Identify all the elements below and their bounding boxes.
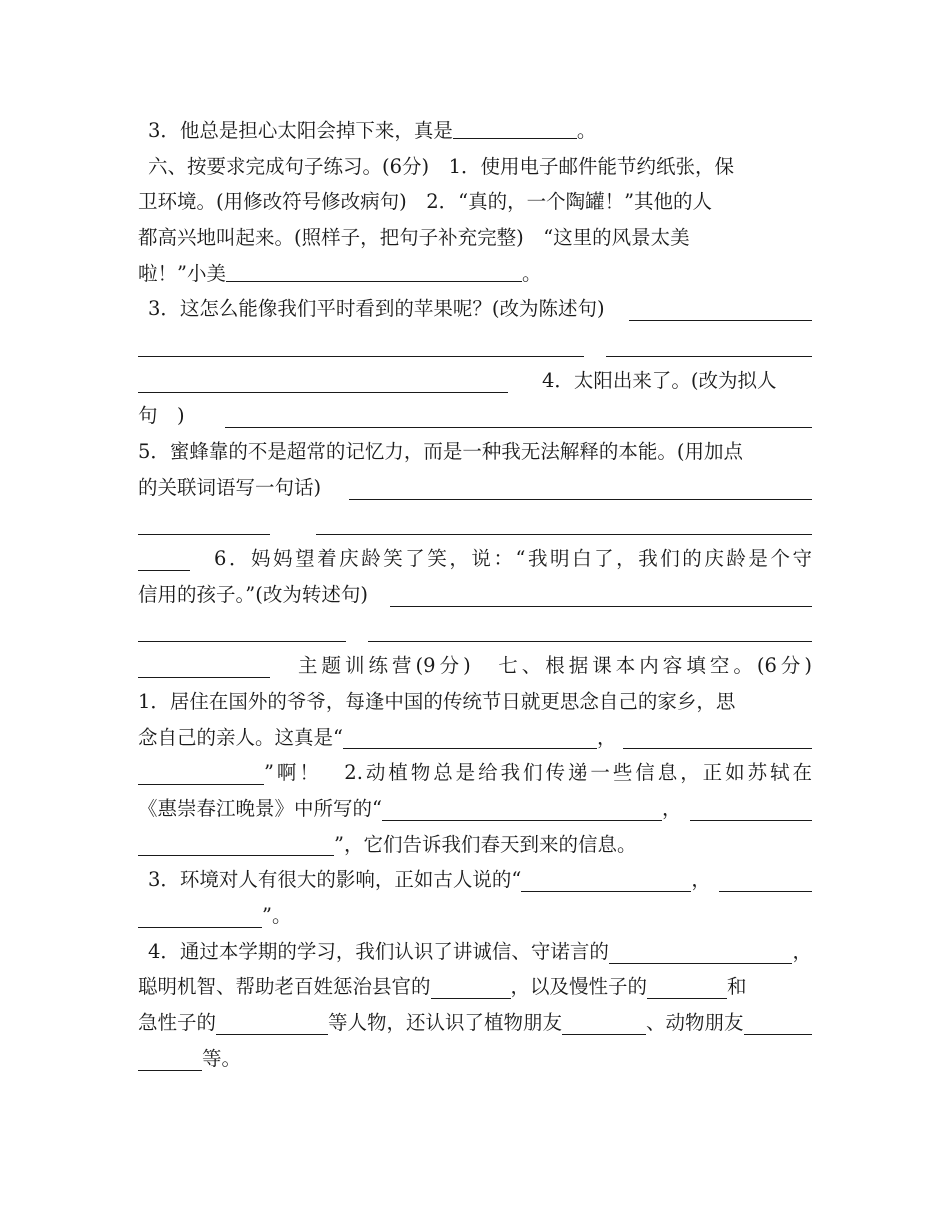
line-2: 六、按要求完成句子练习。(6分) 1．使用电子邮件能节约纸张，保: [148, 154, 735, 178]
line-8: 4．太阳出来了。(改为拟人: [138, 363, 812, 399]
line-6: 3．这怎么能像我们平时看到的苹果呢？(改为陈述句): [138, 291, 812, 327]
line-10: 5．蜜蜂靠的不是超常的记忆力，而是一种我无法解释的本能。(用加点: [138, 440, 744, 464]
line-13: 6．妈妈望着庆龄笑了笑，说：“我明白了，我们的庆龄是个守: [138, 541, 812, 577]
line-1: 3．他总是担心太阳会掉下来，真是 。: [138, 113, 812, 149]
answer-blank[interactable]: [226, 259, 522, 282]
line-16: 主题训练营(9分) 七、根据课本内容填空。(6分): [138, 648, 812, 684]
line-24: 4．通过本学期的学习，我们认识了讲诚信、守诺言的 ，: [148, 939, 812, 963]
line-11: 的关联词语写一句话): [138, 470, 812, 506]
answer-blank[interactable]: [453, 116, 577, 139]
answer-blank[interactable]: [343, 725, 597, 749]
answer-blank[interactable]: [138, 369, 508, 393]
answer-blank[interactable]: [316, 511, 812, 535]
line-18: 念自己的亲人。这真是“ ，: [138, 720, 812, 756]
line-15: [138, 613, 812, 649]
line-12: [138, 506, 812, 542]
answer-blank[interactable]: [225, 404, 812, 428]
answer-blank[interactable]: [138, 511, 270, 535]
answer-blank[interactable]: [521, 868, 691, 892]
answer-blank[interactable]: [606, 333, 812, 357]
answer-blank[interactable]: [719, 868, 812, 892]
answer-blank[interactable]: [138, 333, 584, 357]
line-7: [138, 327, 812, 363]
answer-blank[interactable]: [138, 618, 346, 642]
answer-blank[interactable]: [690, 797, 813, 821]
answer-blank[interactable]: [744, 1011, 812, 1035]
line-20: 《惠崇春江晚景》中所写的“ ，: [138, 791, 812, 827]
answer-blank[interactable]: [390, 583, 812, 607]
answer-blank[interactable]: [382, 797, 662, 821]
answer-blank[interactable]: [368, 618, 812, 642]
line-27: 等。: [138, 1041, 812, 1077]
worksheet-page: [138, 113, 812, 1077]
answer-blank[interactable]: [609, 940, 793, 964]
answer-blank[interactable]: [138, 1047, 202, 1071]
line-19: ”啊！ 2.动植物总是给我们传递一些信息，正如苏轼在: [138, 755, 812, 791]
answer-blank[interactable]: [647, 975, 727, 999]
answer-blank[interactable]: [138, 832, 334, 856]
answer-blank[interactable]: [349, 476, 812, 500]
line-14: 信用的孩子。”(改为转述句): [138, 577, 812, 613]
line-5: 啦！”小美 。: [138, 256, 812, 292]
answer-blank[interactable]: [216, 1011, 328, 1035]
answer-blank[interactable]: [623, 725, 813, 749]
line-21: ”，它们告诉我们春天到来的信息。: [138, 827, 812, 863]
line-9: 句 ): [138, 399, 812, 435]
line-26: 急性子的 等人物，还认识了植物朋友 、动物朋友: [138, 1005, 812, 1041]
answer-blank[interactable]: [138, 904, 262, 928]
line-4: 都高兴地叫起来。(照样子，把句子补充完整) “这里的风景太美: [138, 226, 690, 250]
answer-blank[interactable]: [431, 975, 511, 999]
line-22: 3．环境对人有很大的影响，正如古人说的“ ，: [138, 862, 812, 898]
answer-blank[interactable]: [562, 1011, 646, 1035]
line-25: 聪明机智、帮助老百姓惩治县官的 ，以及慢性子的 和: [138, 975, 747, 999]
line-3: 卫环境。(用修改符号修改病句) 2．“真的，一个陶罐！”其他的人: [138, 190, 713, 214]
line-17: 1．居住在国外的爷爷，每逢中国的传统节日就更思念自己的家乡，思: [138, 690, 736, 713]
line-23: ”。: [138, 898, 812, 934]
answer-blank[interactable]: [138, 761, 264, 785]
answer-blank[interactable]: [138, 547, 190, 571]
answer-blank[interactable]: [629, 297, 812, 321]
answer-blank[interactable]: [138, 654, 270, 678]
